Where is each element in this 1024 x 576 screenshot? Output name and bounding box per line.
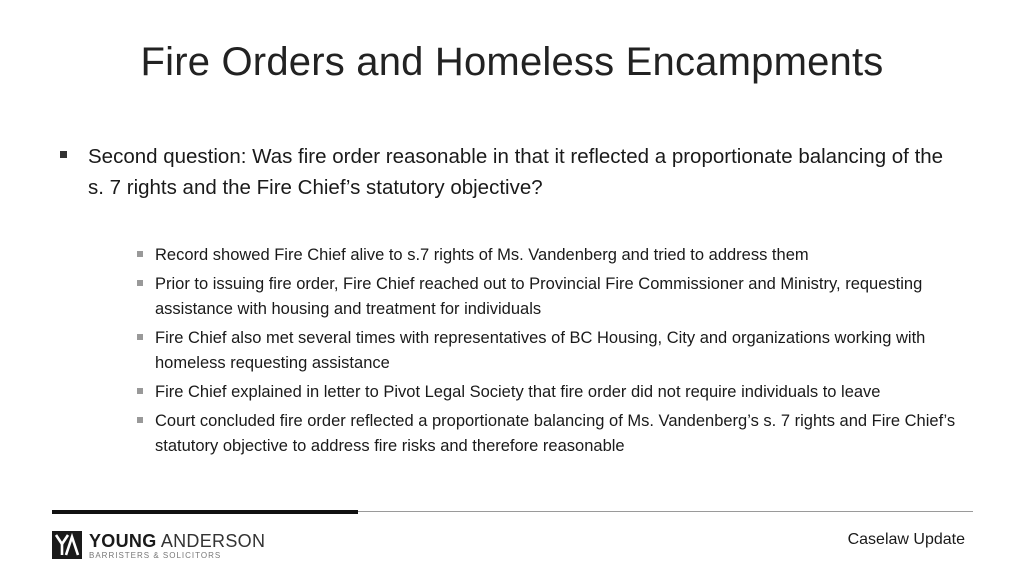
footer-divider-thin: [358, 511, 973, 512]
footer-divider-thick: [52, 510, 358, 514]
footer-label: Caselaw Update: [847, 531, 965, 548]
sub-bullet-text: Court concluded fire order reflected a proportionate balancing of Ms. Vandenberg’s s. 7 rights and Fire Chief’s statutory objective to address fire risks and therefore reasonable: [155, 412, 956, 455]
logo-name-bold: YOUNG: [89, 531, 157, 551]
list-item: [137, 326, 967, 376]
square-bullet-icon: [137, 388, 143, 394]
list-item: [137, 409, 967, 459]
sub-bullet-text: Record showed Fire Chief alive to s.7 rights of Ms. Vandenberg and tried to address them: [155, 246, 809, 264]
slide-title: Fire Orders and Homeless Encampments: [140, 40, 884, 84]
list-item: [137, 380, 967, 405]
square-bullet-icon: [137, 251, 143, 257]
square-bullet-icon: [137, 417, 143, 423]
sub-bullet-text: Fire Chief explained in letter to Pivot Legal Society that fire order did not require individuals to leave: [155, 383, 881, 401]
sub-bullet-text: Fire Chief also met several times with representatives of BC Housing, City and organizations working with homeless requesting assistance: [155, 329, 926, 372]
square-bullet-icon: [60, 151, 67, 158]
sub-bullet-text: Prior to issuing fire order, Fire Chief reached out to Provincial Fire Commissioner and Ministry, requesting assistance with housing and treatment for individuals: [155, 275, 923, 318]
firm-logo: [52, 531, 265, 561]
main-bullet: [60, 141, 960, 203]
logo-name-light: ANDERSON: [160, 531, 266, 551]
list-item: [137, 272, 967, 322]
logo-tagline: BARRISTERS & SOLICITORS: [89, 551, 222, 560]
list-item: [137, 243, 967, 268]
main-bullet-text: Second question: Was fire order reasonable in that it reflected a proportionate balancing of the s. 7 rights and the Fire Chief’s statutory objective?: [88, 145, 944, 199]
square-bullet-icon: [137, 280, 143, 286]
square-bullet-icon: [137, 334, 143, 340]
sub-bullet-list: [137, 243, 967, 463]
ya-logo-icon: [52, 531, 82, 559]
